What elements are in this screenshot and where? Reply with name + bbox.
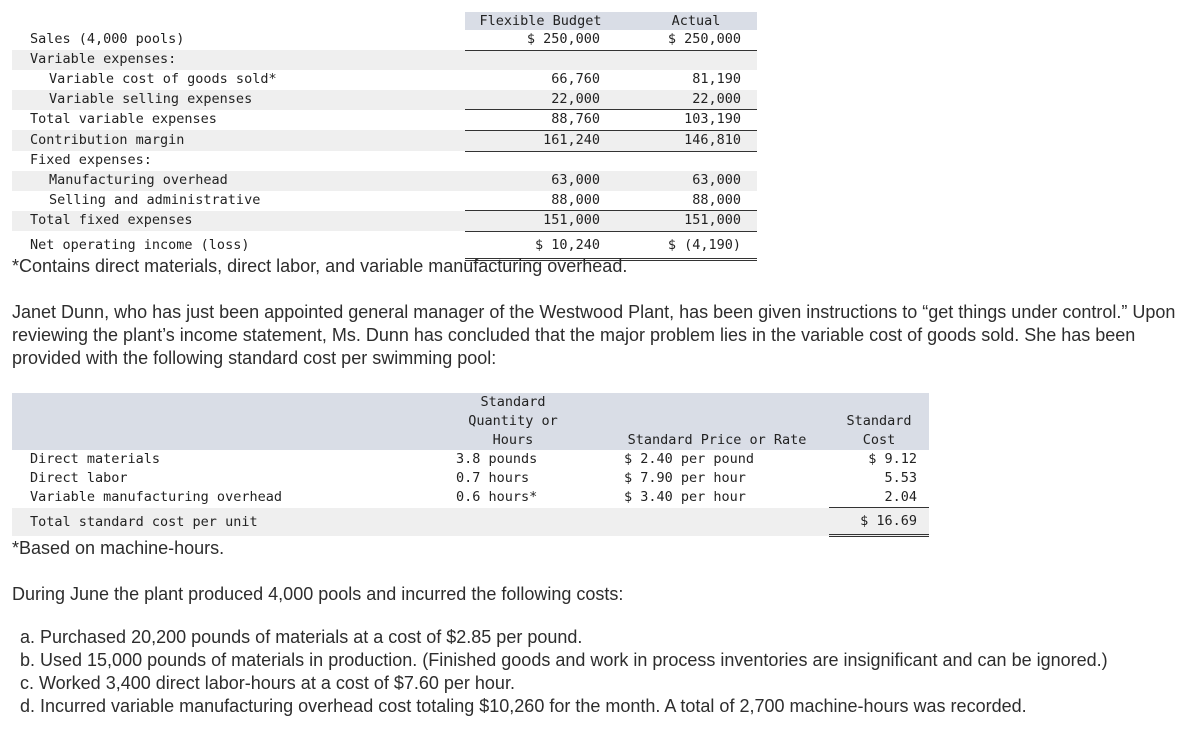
june-costs-list xyxy=(12,626,1182,718)
problem-paragraph: Janet Dunn, who has just been appointed general manager of the Westwood Plant, has been given instructions to “get things under control.” Upon reviewing the plant’s income statement, Ms. Dunn has concluded that the major problem lies in the variable cost of goods sold. She has been provided with the following standard cost per swimming pool: xyxy=(12,302,1176,368)
list-item: a. Purchased 20,200 pounds of materials at a cost of $2.85 per pound. xyxy=(20,627,583,647)
list-item: c. Worked 3,400 direct labor-hours at a cost of $7.60 per hour. xyxy=(20,673,515,693)
income-statement-header-row xyxy=(12,12,757,30)
total-standard-cost-row: Total standard cost per unit $ 16.69 xyxy=(12,508,929,536)
flexible-budget-income-statement xyxy=(12,12,757,261)
net-operating-income-row: Net operating income (loss) $ 10,240 $ (4,190) xyxy=(12,231,757,259)
standard-cost-footnote: *Based on machine-hours. xyxy=(12,538,225,558)
table-row: Manufacturing overhead 63,000 63,000 xyxy=(12,171,757,191)
list-item: b. Used 15,000 pounds of materials in production. (Finished goods and work in process inventories are insignificant and can be ignored.) xyxy=(20,650,1108,670)
quantity-header: Standard Quantity or Hours xyxy=(440,393,586,450)
table-row: Direct materials 3.8 pounds $ 2.40 per pound $ 9.12 xyxy=(30,451,917,467)
table-row: Selling and administrative 88,000 88,000 xyxy=(12,191,757,211)
flexible-budget-header: Flexible Budget xyxy=(465,12,616,30)
table-row: Total variable expenses 88,760 103,190 xyxy=(12,110,757,131)
standard-cost-table xyxy=(12,393,929,537)
table-row: Variable selling expenses 22,000 22,000 xyxy=(12,90,757,110)
table-row: Sales (4,000 pools) $ 250,000 $ 250,000 xyxy=(12,30,757,50)
standard-cost-header-row xyxy=(12,393,929,450)
table-row: Contribution margin 161,240 146,810 xyxy=(12,130,757,151)
table-row: Total fixed expenses 151,000 151,000 xyxy=(12,211,757,232)
table-row: Variable manufacturing overhead 0.6 hours* $ 3.40 per hour 2.04 xyxy=(30,489,917,506)
table-row: Fixed expenses: xyxy=(30,152,152,169)
income-statement-footnote: *Contains direct materials, direct labor, and variable manufacturing overhead. xyxy=(12,256,628,276)
table-row: Variable expenses: xyxy=(12,50,757,70)
cost-header: Standard Cost xyxy=(829,393,929,450)
june-costs-intro: During June the plant produced 4,000 pools and incurred the following costs: xyxy=(12,584,624,604)
price-header: Standard Price or Rate xyxy=(586,393,829,450)
table-row: Direct labor 0.7 hours $ 7.90 per hour 5.53 xyxy=(30,470,917,486)
actual-header: Actual xyxy=(635,12,757,30)
list-item: d. Incurred variable manufacturing overhead cost totaling $10,260 for the month. A total of 2,700 machine-hours was recorded. xyxy=(20,696,1027,716)
table-row: Variable cost of goods sold* 66,760 81,190 xyxy=(49,71,741,88)
